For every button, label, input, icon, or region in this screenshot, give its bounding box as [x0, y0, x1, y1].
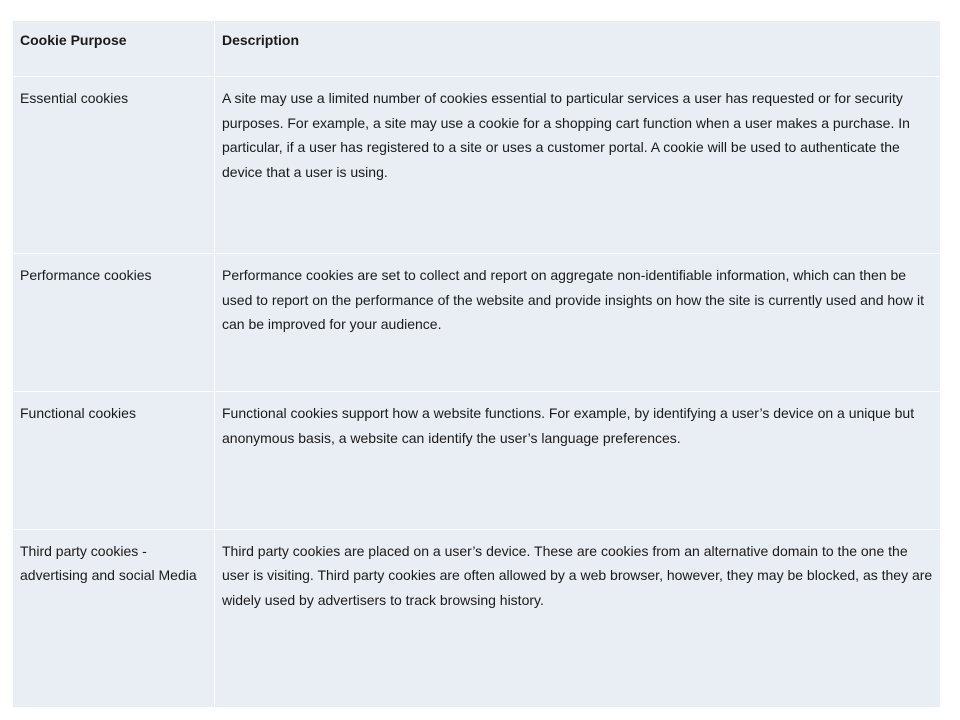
- cell-purpose-essential: Essential cookies: [13, 77, 215, 254]
- table-row: [13, 392, 941, 529]
- table-row: [13, 77, 941, 254]
- table-header-row: [13, 21, 941, 77]
- cell-description-essential: A site may use a limited number of cookies essential to particular services a user has requested or for security purposes. For example, a site may use a cookie for a shopping cart function when a user makes a purchase. In particular, if a user has registered to a site or uses a customer portal. A cookie will be used to authenticate the device that a user is using.: [215, 77, 941, 254]
- table-row: [13, 529, 941, 707]
- cookie-purpose-table: [12, 20, 941, 708]
- cell-description-functional: Functional cookies support how a website functions. For example, by identifying a user’s device on a unique but anonymous basis, a website can identify the user’s language preferences.: [215, 392, 941, 529]
- header-cookie-purpose: Cookie Purpose: [13, 21, 215, 77]
- header-description: Description: [215, 21, 941, 77]
- table-row: [13, 254, 941, 392]
- cell-description-third-party: Third party cookies are placed on a user’s device. These are cookies from an alternative domain to the one the user is visiting. Third party cookies are often allowed by a web browser, however, they may be blocked, as they are widely used by advertisers to track browsing history.: [215, 529, 941, 707]
- cell-description-performance: Performance cookies are set to collect and report on aggregate non-identifiable information, which can then be used to report on the performance of the website and provide insights on how the site is currently used and how it can be improved for your audience.: [215, 254, 941, 392]
- cell-purpose-third-party: Third party cookies - advertising and social Media: [13, 529, 215, 707]
- cell-purpose-functional: Functional cookies: [13, 392, 215, 529]
- cell-purpose-performance: Performance cookies: [13, 254, 215, 392]
